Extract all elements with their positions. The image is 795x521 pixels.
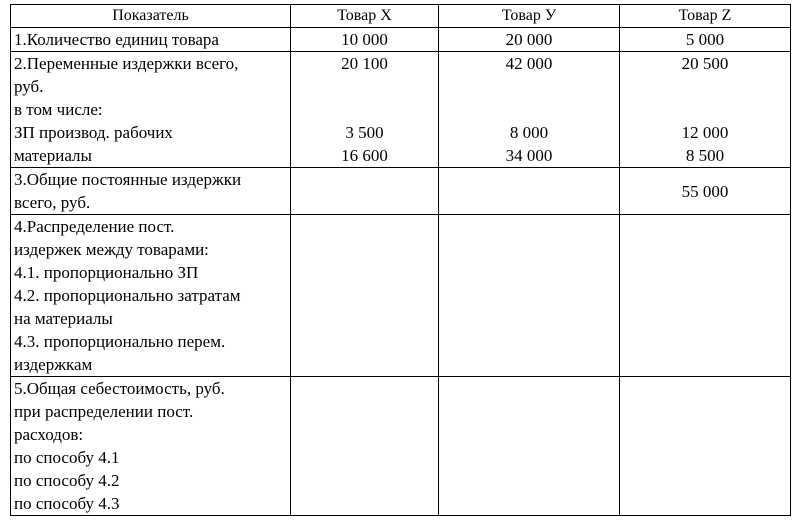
label-line: по способу 4.2 [14, 471, 120, 490]
row-label [11, 215, 291, 377]
cell-y [439, 52, 620, 168]
cell-z [620, 52, 791, 168]
value-materials: 8 500 [685, 146, 725, 165]
cell-y [439, 168, 620, 215]
value-materials: 16 600 [341, 146, 388, 165]
value-wages: 8 000 [509, 123, 549, 142]
table-row-fixed-cost-allocation [11, 215, 791, 377]
value-total: 20 500 [681, 54, 729, 73]
value-total: 42 000 [505, 54, 553, 73]
table-row-total-cost [11, 377, 791, 516]
row-label [11, 52, 291, 168]
label-line: 5.Общая себестоимость, руб. [14, 379, 225, 398]
value-materials: 34 000 [505, 146, 553, 165]
label-line: 4.1. пропорционально ЗП [14, 263, 199, 282]
header-product-x: Товар X [291, 5, 439, 28]
label-line: руб. [14, 77, 44, 96]
header-product-z: Товар Z [620, 5, 791, 28]
table-row-variable-costs [11, 52, 791, 168]
label-line: материалы [14, 146, 92, 165]
cell-x [291, 168, 439, 215]
label-line: 4.2. пропорционально затратам [14, 286, 241, 305]
cell-z: 55 000 [620, 168, 791, 215]
label-line: по способу 4.1 [14, 448, 120, 467]
header-product-y: Товар У [439, 5, 620, 28]
table-header-row [11, 5, 791, 28]
value-wages: 3 500 [345, 123, 384, 142]
label-line: всего, руб. [14, 193, 91, 212]
cell-z [620, 215, 791, 377]
cropped-preceding-text [0, 0, 795, 3]
label-line: в том числе: [14, 100, 103, 119]
cell-y [439, 377, 620, 516]
label-line: 2.Переменные издержки всего, [14, 54, 239, 73]
label-line: на материалы [14, 309, 113, 328]
cell-y: 20 000 [439, 28, 620, 52]
label-line: 4.Распределение пост. [14, 217, 175, 236]
label-line: расходов: [14, 425, 84, 444]
label-line: по способу 4.3 [14, 494, 120, 513]
cell-z: 5 000 [620, 28, 791, 52]
cell-x [291, 377, 439, 516]
table-row-quantity [11, 28, 791, 52]
cell-x [291, 215, 439, 377]
header-indicator: Показатель [11, 5, 291, 28]
cell-y [439, 215, 620, 377]
label-line: 3.Общие постоянные издержки [14, 170, 242, 189]
value-wages: 12 000 [681, 123, 729, 142]
cell-x: 10 000 [291, 28, 439, 52]
label-line: издержек между товарами: [14, 240, 209, 259]
cell-z [620, 377, 791, 516]
cost-table [10, 4, 791, 516]
label-line: 4.3. пропорционально перем. [14, 332, 226, 351]
cell-x [291, 52, 439, 168]
label-line: ЗП производ. рабочих [14, 123, 173, 142]
row-label [11, 168, 291, 215]
label-line: при распределении пост. [14, 402, 194, 421]
row-label: 1.Количество единиц товара [11, 28, 291, 52]
value-total: 20 100 [341, 54, 388, 73]
label-line: издержкам [14, 355, 93, 374]
row-label [11, 377, 291, 516]
table-row-fixed-costs [11, 168, 791, 215]
